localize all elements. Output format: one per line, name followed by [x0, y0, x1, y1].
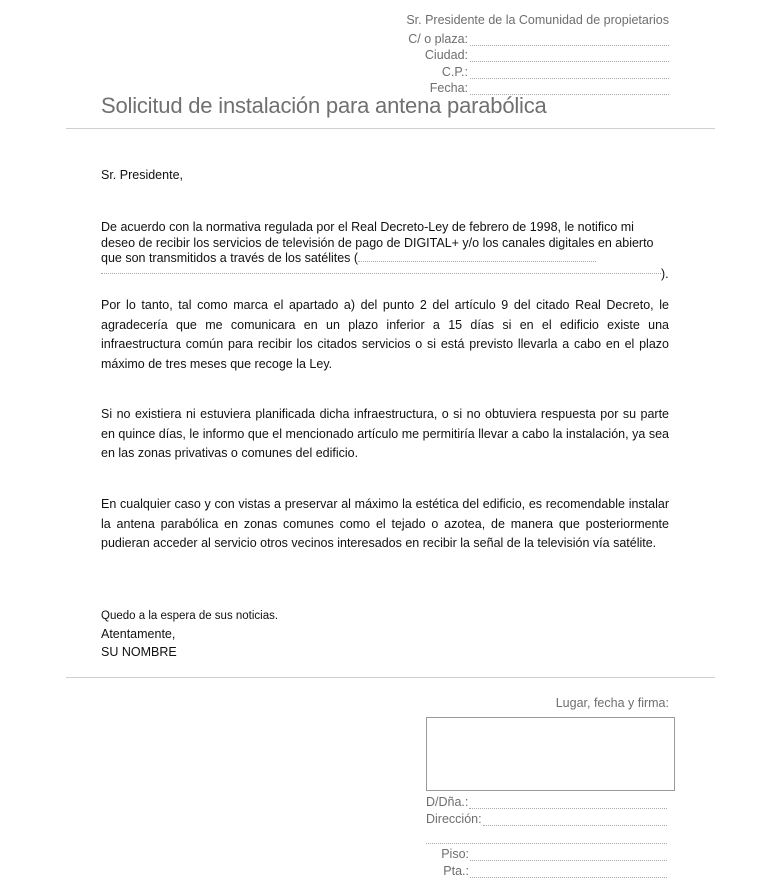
title-divider — [66, 128, 715, 129]
paragraph-1 — [101, 220, 669, 274]
sender-name: SU NOMBRE — [101, 645, 177, 659]
sender-floor-label: Piso: — [441, 847, 469, 861]
satellites-input-line-2[interactable] — [101, 273, 661, 274]
closing-divider — [66, 677, 715, 678]
recipient-address-block — [405, 12, 675, 95]
recipient-heading: Sr. Presidente de la Comunidad de propietarios — [406, 13, 669, 27]
paragraph-3: Si no existiera ni estuviera planificada dicha infraestructura, o si no obtuviera respuesta por su parte en quince días, le informo que el mencionado artículo me permitiría llevar a cabo la instalación, ya sea en las zonas privativas o comunes del edificio. — [101, 407, 669, 460]
sender-address-input-line[interactable] — [483, 814, 667, 826]
sender-name-label: D/Dña.: — [426, 795, 469, 809]
sender-address-input-line-2[interactable] — [426, 826, 667, 844]
sender-fields — [426, 792, 675, 878]
postal-code-field[interactable] — [405, 62, 675, 79]
sender-door-input-line[interactable] — [470, 866, 667, 878]
postal-code-input-line[interactable] — [470, 67, 669, 79]
signature-box[interactable] — [426, 717, 675, 791]
paragraph-1-close: ). — [661, 267, 669, 281]
sender-name-field[interactable] — [426, 792, 675, 809]
city-label: Ciudad: — [424, 48, 468, 62]
paragraph-4: En cualquier caso y con vistas a preservar al máximo la estética del edificio, es recomendable instalar la antena parabólica en zonas comunes como el tejado o azotea, de manera que posteriormente pudieran acceder al servicio otros vecinos interesados en recibir la señal de la televisión vía satélite. — [101, 497, 669, 550]
street-label: C/ o plaza: — [408, 31, 468, 46]
closing-line-2: Atentamente, — [101, 627, 176, 641]
street-field[interactable] — [405, 29, 675, 46]
paragraph-2: Por lo tanto, tal como marca el apartado a) del punto 2 del artículo 9 del citado Real Decreto, le agradecería que me comunicara en un plazo inferior a 15 días si en el edificio existe una infraestructura común para recibir los citados servicios o si está previsto llevarla a cabo en el plazo máximo de tres meses que recoge la Ley. — [101, 298, 669, 371]
sender-address-label: Dirección: — [426, 812, 482, 826]
street-input-line[interactable] — [470, 34, 669, 46]
postal-code-label: C.P.: — [441, 64, 468, 79]
city-input-line[interactable] — [470, 50, 669, 62]
sender-name-input-line[interactable] — [469, 797, 667, 809]
salutation: Sr. Presidente, — [101, 168, 183, 182]
paragraph-1-text: De acuerdo con la normativa regulada por el Real Decreto-Ley de febrero de 1998, le notifico mi deseo de recibir los servicios de televisión de pago de DIGITAL+ y/o los canales digitales en abierto que son transmitidos a través de los satélites ( — [101, 220, 654, 265]
sender-door-field[interactable] — [426, 861, 675, 878]
closing-line-1: Quedo a la espera de sus noticias. — [101, 610, 279, 622]
date-label: Fecha: — [429, 81, 468, 95]
sender-door-label: Pta.: — [443, 864, 469, 878]
sender-floor-field[interactable] — [426, 844, 675, 861]
closing-block — [101, 607, 278, 661]
sender-floor-input-line[interactable] — [470, 849, 667, 861]
signature-label: Lugar, fecha y firma: — [555, 696, 669, 710]
satellites-input-line[interactable] — [358, 261, 596, 262]
city-field[interactable] — [405, 46, 675, 63]
sender-address-field[interactable] — [426, 809, 675, 826]
page-title: Solicitud de instalación para antena parabólica — [101, 93, 547, 118]
